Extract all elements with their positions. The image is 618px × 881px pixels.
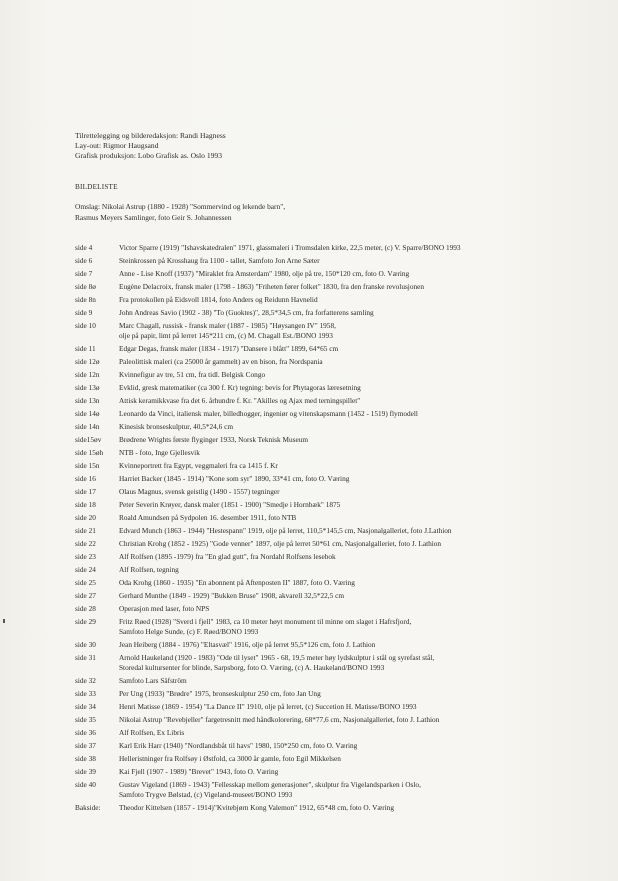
image-description (119, 767, 595, 777)
page-reference: side 34 (75, 702, 96, 711)
list-item (75, 754, 595, 764)
description-line: Samfoto Trygve Bølstad, (c) Vigeland-museet/BONO 1993 (119, 790, 293, 799)
description-line: Kvinnefigur av tre, 51 cm, fra tidl. Belgisk Congo (119, 370, 266, 379)
image-description (119, 702, 595, 712)
description-line: John Andreas Savio (1902 - 38) "To (Guoktes)", 28,5*34,5 cm, fra forfatterens samling (119, 308, 374, 317)
description-line: Leonardo da Vinci, italiensk maler, billedhogger, ingeniør og vitenskapsmann (1452 - 1519) flymodell (119, 409, 418, 418)
page-reference: side 6 (75, 256, 93, 265)
credit-line: Tilrettelegging og bilderedaksjon: Randi Hagness (75, 131, 226, 140)
description-line: Henri Matisse (1869 - 1954) "La Dance II" 1910, olje på lerret, (c) Succetion H. Matisse/BONO 1993 (119, 702, 417, 711)
page-reference: side 8ø (75, 282, 96, 291)
page-reference: side 30 (75, 640, 96, 649)
page-reference: side 12n (75, 370, 100, 379)
list-item (75, 435, 595, 445)
page-reference: side 28 (75, 604, 96, 613)
image-description (119, 728, 595, 738)
page-reference: side 4 (75, 243, 93, 252)
page-reference: side 13ø (75, 383, 100, 392)
image-description (119, 526, 595, 536)
description-line: olje på papir, limt på lerret 145*211 cm, (c) M. Chagall Est./BONO 1993 (119, 331, 333, 340)
page-reference: side 22 (75, 539, 96, 548)
description-line: Peter Severin Krøyer, dansk maler (1851 - 1900) "Smedje i Hornbæk" 1875 (119, 500, 341, 509)
description-line: Marc Chagall, russisk - fransk maler (1887 - 1985) "Høysangen IV" 1958, (119, 321, 336, 330)
page-reference: side 37 (75, 741, 96, 750)
description-line: Olaus Magnus, svensk geistlig (1490 - 1557) tegninger (119, 487, 280, 496)
list-item (75, 591, 595, 601)
list-item (75, 308, 595, 318)
page-reference: side 13n (75, 396, 100, 405)
image-description (119, 565, 595, 575)
page-reference: side 16 (75, 474, 96, 483)
description-line: Brødrene Wrights første flyginger 1933, Norsk Teknisk Museum (119, 435, 309, 444)
page-reference: side 18 (75, 500, 96, 509)
list-item (75, 396, 595, 406)
page-reference: side 12ø (75, 357, 100, 366)
page-reference: side 20 (75, 513, 96, 522)
description-line: Per Ung (1933) "Brødre" 1975, bronseskulptur 250 cm, foto Jan Ung (119, 689, 321, 698)
image-description (119, 653, 595, 673)
image-description (119, 383, 595, 393)
description-line: Roald Amundsen på Sydpolen 16. desember 1911, foto NTB (119, 513, 297, 522)
list-item (75, 344, 595, 354)
image-description (119, 461, 595, 471)
list-item (75, 676, 595, 686)
production-credits (75, 131, 226, 162)
list-item (75, 728, 595, 738)
image-description (119, 676, 595, 686)
image-description (119, 344, 595, 354)
margin-mark (3, 619, 5, 623)
page-reference: side 33 (75, 689, 96, 698)
list-item (75, 780, 595, 800)
image-description (119, 500, 595, 510)
list-item (75, 539, 595, 549)
list-item (75, 604, 595, 614)
image-description (119, 715, 595, 725)
description-line: Helleristninger fra Rolfsøy i Østfold, ca 3000 år gamle, foto Egil Mikkelsen (119, 754, 341, 763)
description-line: Fra protokollen på Eidsvoll 1814, foto Anders og Reidunn Havnelid (119, 295, 318, 304)
description-line: Evklid, gresk matematiker (ca 300 f. Kr) tegning: bevis for Phytagoras læresetning (119, 383, 361, 392)
credit-line: Grafisk produksjon: Lobo Grafisk as. Oslo 1993 (75, 151, 223, 161)
image-description (119, 256, 595, 266)
list-item (75, 409, 595, 419)
description-line: Alf Rolfsen, Ex Libris (119, 728, 185, 737)
description-line: Arnold Haukeland (1920 - 1983) "Ode til lyset" 1965 - 68, 19,5 meter høy lydskulptur i stål og syrefast stål, (119, 653, 435, 662)
image-description (119, 552, 595, 562)
list-item (75, 461, 595, 471)
description-line: Fritz Røed (1928) "Sverd i fjell" 1983, ca 10 meter høyt monument til minne om slaget i Hafrsfjord, (119, 617, 412, 626)
list-item (75, 474, 595, 484)
cover-credit-line: Rasmus Meyers Samlinger, foto Geir S. Johannessen (75, 212, 232, 222)
page-reference: side 23 (75, 552, 96, 561)
page-reference: side 24 (75, 565, 96, 574)
image-description (119, 295, 595, 305)
page-reference: side 14ø (75, 409, 100, 418)
description-line: Victor Sparre (1919) "Ishavskatedralen" 1971, glassmaleri i Tromsdalen kirke, 22,5 meter, (c) V. Sparre/BONO 1993 (119, 243, 461, 252)
description-line: Nikolai Astrup "Revebjeller" fargetresnitt med håndkolorering, 68*77,6 cm, Nasjonalgalleriet, foto J. Lathion (119, 715, 440, 724)
list-item (75, 513, 595, 523)
page-reference: side 8n (75, 295, 96, 304)
image-description (119, 780, 595, 800)
image-description (119, 474, 595, 484)
description-line: Kai Fjell (1907 - 1989) "Brevet" 1943, foto O. Væring (119, 767, 279, 776)
description-line: Attisk keramikkvase fra det 6. århundre f. Kr. "Akilles og Ajax med terningspillet" (119, 396, 361, 405)
list-item (75, 321, 595, 341)
list-item (75, 269, 595, 279)
list-item (75, 803, 595, 813)
list-item (75, 295, 595, 305)
list-item (75, 565, 595, 575)
description-line: NTB - foto, Inge Gjellesvik (119, 448, 200, 457)
description-line: Oda Krohg (1860 - 1935) "En abonnent på Aftenposten II" 1887, foto O. Væring (119, 578, 355, 587)
page-reference: side 29 (75, 617, 96, 626)
image-description (119, 741, 595, 751)
image-description (119, 435, 595, 445)
list-item (75, 256, 595, 266)
page-reference: side 40 (75, 780, 96, 789)
image-description (119, 539, 595, 549)
image-description (119, 754, 595, 764)
image-description (119, 321, 595, 341)
image-description (119, 243, 595, 253)
image-description (119, 689, 595, 699)
list-item (75, 578, 595, 588)
page-reference: side 7 (75, 269, 93, 278)
list-item (75, 243, 595, 253)
description-line: Karl Erik Harr (1940) "Nordlandsbåt til havs" 1980, 150*250 cm, foto O. Væring (119, 741, 358, 750)
page-reference: side 21 (75, 526, 96, 535)
image-list (75, 243, 595, 816)
page-reference: side 10 (75, 321, 96, 330)
description-line: Harriet Backer (1845 - 1914) "Kone som syr" 1890, 33*41 cm, foto O. Væring (119, 474, 350, 483)
list-item (75, 702, 595, 712)
image-description (119, 357, 595, 367)
image-description (119, 269, 595, 279)
description-line: Anne - Lise Knoff (1937) "Miraklet fra Amsterdam" 1980, olje på tre, 150*120 cm, foto O. Væring (119, 269, 410, 278)
description-line: Operasjon med laser, foto NPS (119, 604, 210, 613)
page-reference: side 31 (75, 653, 96, 662)
list-item (75, 715, 595, 725)
description-line: Eugène Delacroix, fransk maler (1798 - 1863) "Friheten fører folket" 1830, fra den franske revolusjonen (119, 282, 425, 291)
page-reference: side 15øh (75, 448, 104, 457)
image-description (119, 370, 595, 380)
page-reference: side15øv (75, 435, 102, 444)
image-description (119, 448, 595, 458)
description-line: Theodor Kittelsen (1857 - 1914)"Kvitebjørn Kong Valemon" 1912, 65*48 cm, foto O. Væring (119, 803, 395, 812)
page-reference: side 35 (75, 715, 96, 724)
page-reference: side 14n (75, 422, 100, 431)
image-description (119, 409, 595, 419)
list-item (75, 357, 595, 367)
list-item (75, 422, 595, 432)
image-description (119, 803, 595, 813)
list-item (75, 767, 595, 777)
description-line: Samfoto Helge Sunde, (c) F. Røed/BONO 1993 (119, 627, 259, 636)
description-line: Edgar Degas, fransk maler (1834 - 1917) "Dansere i blått" 1899, 64*65 cm (119, 344, 339, 353)
description-line: Alf Rolfsen, tegning (119, 565, 179, 574)
image-description (119, 640, 595, 650)
image-description (119, 591, 595, 601)
description-line: Kinesisk bronseskulptur, 40,5*24,6 cm (119, 422, 234, 431)
image-description (119, 422, 595, 432)
page-reference: Bakside: (75, 803, 101, 812)
list-item (75, 617, 595, 637)
page-reference: side 38 (75, 754, 96, 763)
description-line: Paleolittisk maleri (ca 25000 år gammelt) av en bison, fra Nordspania (119, 357, 323, 366)
image-description (119, 396, 595, 406)
list-item (75, 448, 595, 458)
page-reference: side 17 (75, 487, 96, 496)
image-description (119, 513, 595, 523)
description-line: Steinkrossen på Krosshaug fra 1100 - tallet, Samfoto Jon Arne Sæter (119, 256, 320, 265)
list-item (75, 383, 595, 393)
cover-credit (75, 202, 285, 223)
page-reference: side 32 (75, 676, 96, 685)
page-reference: side 27 (75, 591, 96, 600)
list-item (75, 640, 595, 650)
list-item (75, 487, 595, 497)
cover-credit-line: Omslag: Nikolai Astrup (1880 - 1928) "Sommervind og lekende barn", (75, 202, 286, 211)
description-line: Alf Rolfsen (1895 -1979) fra "En glad gutt", fra Nordahl Rolfsens lesebok (119, 552, 336, 561)
list-item (75, 526, 595, 536)
image-list-heading: BILDELISTE (75, 183, 118, 191)
image-description (119, 617, 595, 637)
list-item (75, 552, 595, 562)
list-item (75, 282, 595, 292)
list-item (75, 500, 595, 510)
image-description (119, 487, 595, 497)
page-reference: side 39 (75, 767, 96, 776)
description-line: Jean Heiberg (1884 - 1976) "Eltasvæl" 1916, olje på lerret 95,5*126 cm, foto J. Lathion (119, 640, 376, 649)
image-description (119, 282, 595, 292)
image-description (119, 604, 595, 614)
page-reference: side 25 (75, 578, 96, 587)
description-line: Edvard Munch (1863 - 1944) "Hestespann" 1919, olje på lerret, 110,5*145,5 cm, Nasjonalgalleriet, foto J.Lathion (119, 526, 452, 535)
description-line: Gustav Vigeland (1869 - 1943) "Fellesskap mellom generasjoner", skulptur fra Vigelandsparken i Oslo, (119, 780, 421, 789)
list-item (75, 653, 595, 673)
page-reference: side 36 (75, 728, 96, 737)
list-item (75, 689, 595, 699)
page-reference: side 9 (75, 308, 93, 317)
image-description (119, 578, 595, 588)
description-line: Storedal kultursenter for blinde, Sarpsborg, foto O. Væring, (c) A. Haukeland/BONO 1993 (119, 663, 385, 672)
list-item (75, 741, 595, 751)
list-item (75, 370, 595, 380)
description-line: Samfoto Lars Säfström (119, 676, 187, 685)
description-line: Gerhard Munthe (1849 - 1929) "Bukken Bruse" 1908, akvarell 32,5*22,5 cm (119, 591, 345, 600)
page-reference: side 11 (75, 344, 96, 353)
description-line: Kvinneportrett fra Egypt, veggmaleri fra ca 1415 f. Kr (119, 461, 278, 470)
image-description (119, 308, 595, 318)
page-reference: side 15n (75, 461, 100, 470)
description-line: Christian Krohg (1852 - 1925) "Gode venner" 1897, olje på lerret 50*61 cm, Nasjonalgalleriet, foto J. Lathion (119, 539, 442, 548)
credit-line: Lay-out: Rigmor Haugsand (75, 141, 159, 151)
